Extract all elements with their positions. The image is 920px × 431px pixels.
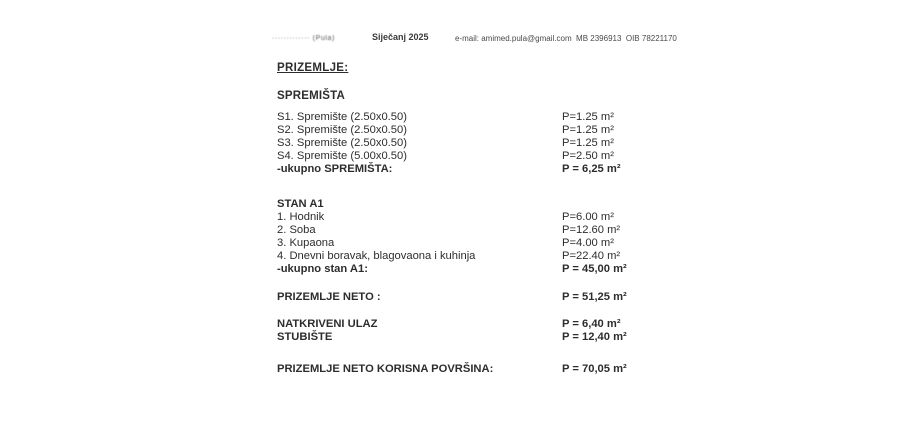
row-value: P=1.25 m²: [562, 137, 614, 149]
header-left-text: ············· (Pula): [272, 35, 335, 42]
stan-a1-section: [277, 198, 707, 276]
row-value: P=12.60 m²: [562, 224, 621, 236]
summary-row: [277, 331, 707, 344]
section-heading-stan-a1: [277, 198, 707, 211]
row-label: S1. Spremište (2.50x0.50): [277, 111, 407, 123]
row-label: -ukupno stan A1:: [277, 263, 368, 275]
row-label: 4. Dnevni boravak, blagovaona i kuhinja: [277, 250, 476, 262]
row-value: P = 6,25 m²: [562, 163, 621, 175]
table-row: [277, 124, 707, 137]
summary-neto: [277, 291, 707, 304]
summary-row: [277, 363, 707, 376]
header-contact: e-mail: amimed.pula@gmail.com MB 2396913 OIB 78221170: [455, 34, 677, 43]
row-label: S4. Spremište (5.00x0.50): [277, 150, 407, 162]
row-label: PRIZEMLJE NETO :: [277, 291, 381, 303]
total-row-spremista: [277, 163, 707, 176]
summary-ulaz-stubiste: [277, 318, 707, 344]
row-label: PRIZEMLJE NETO KORISNA POVRŠINA:: [277, 363, 494, 375]
row-value: P=1.25 m²: [562, 111, 614, 123]
row-value: P=4.00 m²: [562, 237, 614, 249]
row-value: P = 12,40 m²: [562, 331, 627, 343]
row-value: P=1.25 m²: [562, 124, 614, 136]
section-heading-spremista: SPREMIŠTA: [277, 90, 346, 102]
total-row-stan-a1: [277, 263, 707, 276]
document-header: [272, 30, 742, 48]
row-value: P = 51,25 m²: [562, 291, 627, 303]
row-value: P=2.50 m²: [562, 150, 614, 162]
row-value: P = 6,40 m²: [562, 318, 621, 330]
summary-row: [277, 318, 707, 331]
table-row: [277, 224, 707, 237]
row-value: P = 45,00 m²: [562, 263, 627, 275]
row-label: 3. Kupaona: [277, 237, 335, 249]
spremista-rows: [277, 111, 707, 176]
table-row: [277, 150, 707, 163]
table-row: [277, 237, 707, 250]
row-label: 1. Hodnik: [277, 211, 325, 223]
header-date: Siječanj 2025: [372, 32, 429, 42]
row-label: NATKRIVENI ULAZ: [277, 318, 378, 330]
table-row: [277, 111, 707, 124]
table-row: [277, 211, 707, 224]
row-value: P=22.40 m²: [562, 250, 621, 262]
row-label: -ukupno SPREMIŠTA:: [277, 163, 393, 175]
row-value: P=6.00 m²: [562, 211, 614, 223]
row-label: 2. Soba: [277, 224, 316, 236]
summary-row: [277, 291, 707, 304]
table-row: [277, 250, 707, 263]
row-value: P = 70,05 m²: [562, 363, 627, 375]
row-label: S3. Spremište (2.50x0.50): [277, 137, 407, 149]
table-row: [277, 137, 707, 150]
summary-korisna-povrsina: [277, 363, 707, 376]
row-label: STUBIŠTE: [277, 331, 333, 343]
section-heading-label: STAN A1: [277, 198, 324, 210]
row-label: S2. Spremište (2.50x0.50): [277, 124, 407, 136]
page-title: PRIZEMLJE:: [277, 62, 349, 74]
